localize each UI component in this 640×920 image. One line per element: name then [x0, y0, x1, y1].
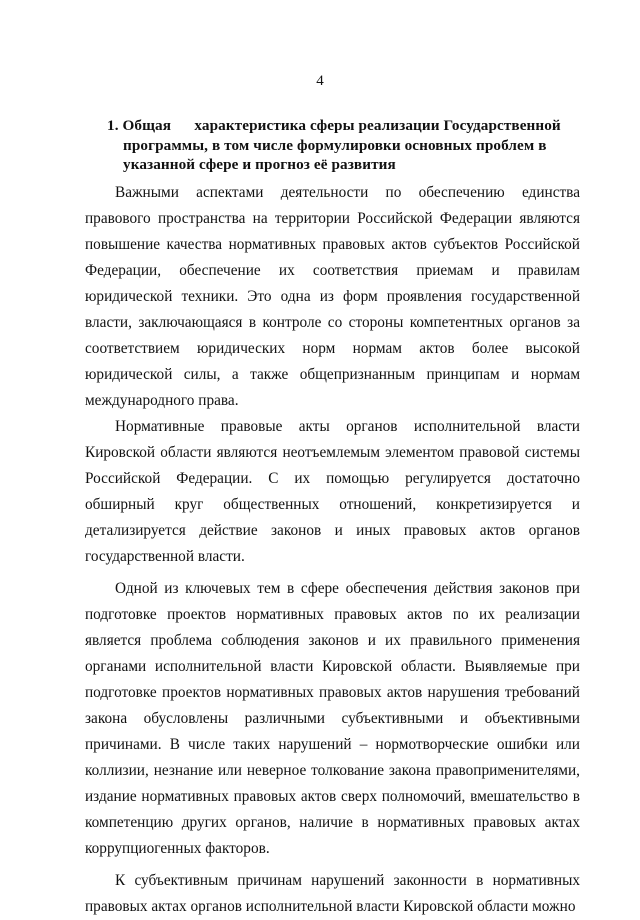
- section-heading-line-3: указанной сфере и прогноз её развития: [123, 156, 396, 173]
- paragraph-4: [85, 868, 580, 920]
- page-number: 4: [316, 73, 324, 89]
- section-heading: [107, 116, 577, 175]
- section-heading-line-2: программы, в том числе формулировки основных проблем в: [123, 136, 547, 154]
- paragraph-2: [85, 414, 580, 570]
- section-heading-line-1: 1. Общая характеристика сферы реализации Государственной: [107, 117, 561, 134]
- paragraph-text: Нормативные правовые акты органов исполнительной власти Кировской области являются неотъемлемым элементом правовой системы Российской Федерации. С их помощью регулируется достаточно обширный круг общественных отношений, конкретизируется и детализируется действие законов и иных правовых актов органов государственной власти.: [85, 418, 580, 565]
- paragraph-text: Одной из ключевых тем в сфере обеспечения действия законов при подготовке проектов нормативных правовых актов по их реализации является проблема соблюдения законов и их правильного применения органами исполнительной власти Кировской области. Выявляемые при подготовке проектов нормативных правовых актов нарушения требований закона обусловлены различными субъективными и объективными причинами. В числе таких нарушений – нормотворческие ошибки или коллизии, незнание или неверное толкование закона правоприменителями, издание нормативных правовых актов сверх полномочий, вмешательство в компетенцию других органов, наличие в нормативных правовых актах коррупциогенных факторов.: [85, 580, 580, 857]
- paragraph-text: К субъективным причинам нарушений законности в нормативных правовых актах органов исполнительной власти Кировской области можно: [85, 872, 580, 915]
- paragraph-3: [85, 576, 580, 862]
- paragraph-1: [85, 180, 580, 414]
- body-text: [85, 180, 580, 920]
- paragraph-text: Важными аспектами деятельности по обеспечению единства правового пространства на территории Российской Федерации являются повышение качества нормативных правовых актов субъектов Российской Федерации, обеспечение их соответствия приемам и правилам юридической техники. Это одна из форм проявления государственной власти, заключающаяся в контроле со стороны компетентных органов за соответствием юридических норм нормам актов более высокой юридической силы, а также общепризнанным принципам и нормам международного права.: [85, 184, 580, 409]
